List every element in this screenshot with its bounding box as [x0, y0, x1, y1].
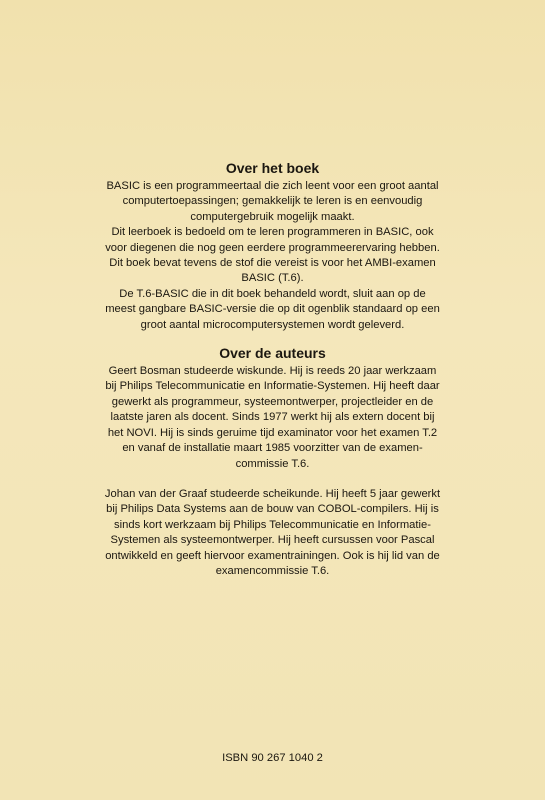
author-line: Geert Bosman studeerde wiskunde. Hij is reeds 20 jaar werkzaam	[108, 365, 437, 378]
about-book-section	[60, 160, 485, 333]
about-book-heading: Over het boek	[225, 160, 320, 176]
isbn-number: ISBN 90 267 1040 2	[222, 752, 323, 764]
about-book-line: meest gangbare BASIC-versie die op dit ogenblik standaard op een	[105, 303, 440, 316]
about-book-line: Dit leerboek is bedoeld om te leren programmeren in BASIC, ook	[111, 226, 434, 239]
about-book-line: voor diegenen die nog geen eerdere programmeerervaring hebben.	[105, 241, 440, 254]
author-line: en vanaf de installatie maart 1985 voorzitter van de examen-	[122, 442, 423, 455]
author-line: het NOVI. Hij is sinds geruime tijd examinator voor het examen T.2	[107, 426, 438, 439]
author-line: ontwikkeld en geeft hiervoor examentrainingen. Ook is hij lid van de	[105, 549, 440, 562]
author-line: sinds kort werkzaam bij Philips Telecommunicatie en Informatie-	[114, 518, 431, 531]
author-line: examencommissie T.6.	[215, 564, 330, 577]
author-line: Johan van der Graaf studeerde scheikunde. Hij heeft 5 jaar gewerkt	[104, 487, 441, 500]
author-line: laatste jaren als docent. Sinds 1977 werkt hij als extern docent bij	[110, 411, 435, 424]
about-book-line: computergebruik mogelijk maakt.	[190, 210, 355, 223]
author-line: Systemen als systeemontwerper. Hij heeft cursussen voor Pascal	[110, 534, 435, 547]
author-bosman-paragraph	[60, 364, 485, 472]
about-book-line: De T.6-BASIC die in dit boek behandeld wordt, sluit aan op de	[119, 287, 426, 300]
author-line: gewerkt als programmeur, systeemontwerper, projectleider en de	[111, 395, 434, 408]
about-book-line: groot aantal microcomputersystemen wordt geleverd.	[140, 318, 405, 331]
author-line: bij Philips Telecommunicatie en Informatie-Systemen. Hij heeft daar	[105, 380, 440, 393]
about-book-line: BASIC (T.6).	[241, 272, 304, 285]
about-authors-section	[60, 345, 485, 579]
author-van-der-graaf-paragraph	[60, 487, 485, 579]
author-line: bij Philips Data Systems aan de bouw van COBOL-compilers. Hij is	[106, 503, 439, 516]
about-book-line: BASIC is een programmeertaal die zich leent voor een groot aantal	[106, 180, 439, 192]
back-cover-text	[60, 160, 485, 579]
author-line: commissie T.6.	[235, 457, 310, 470]
about-book-line: computertoepassingen; gemakkelijk te leren is en eenvoudig	[122, 195, 423, 208]
about-authors-heading: Over de auteurs	[219, 345, 326, 362]
about-book-line: Dit boek bevat tevens de stof die vereist is voor het AMBI-examen	[109, 257, 436, 270]
